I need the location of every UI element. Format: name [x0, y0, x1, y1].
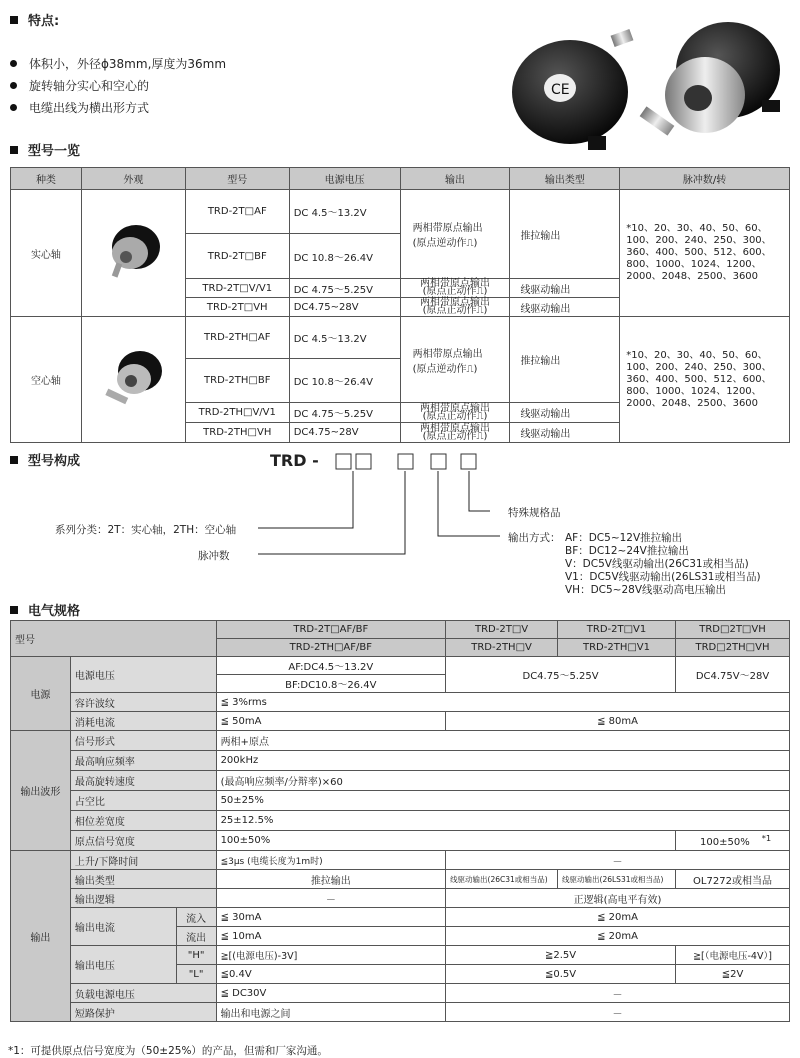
square-bullet-icon	[10, 146, 18, 154]
table-row: 空心轴 TRD-2TH□AF DC 4.5～13.2V 两相带原点输出 (原点逆动作⎍) 推拉输出 *10、20、30、40、50、60、100、200、240、250、300、360、400、500、512、600、800、1000、1024、1200、2000、2048、2500、3600	[11, 317, 790, 359]
feature-item-3: 电缆出线为横出形方式	[10, 99, 149, 116]
table-row: 消耗电流 ≦ 50mA ≦ 80mA	[11, 712, 790, 731]
table-row: 输出逻辑 － 正逻辑(高电平有效)	[11, 889, 790, 908]
table-row: 最高响应频率 200kHz	[11, 751, 790, 771]
bullet-icon	[10, 104, 17, 111]
table-row: TRD-2T□BF DC 10.8～26.4V	[11, 234, 790, 279]
square-bullet-icon	[10, 16, 18, 24]
table-row: TRD-2TH□VH DC4.75~28V 两相带原点输出 (原点正动作⎍) 线驱动输出	[11, 423, 790, 443]
table-row: 占空比 50±25%	[11, 791, 790, 811]
square-bullet-icon	[10, 606, 18, 614]
table-row: 负载电源电压 ≦ DC30V －	[11, 984, 790, 1003]
hollow-shaft-encoder-image	[81, 317, 185, 443]
bullet-icon	[10, 60, 17, 67]
table-row: "L" ≦0.4V ≦0.5V ≦2V	[11, 965, 790, 984]
table-row: 输出波形 信号形式 两相+原点	[11, 731, 790, 751]
table-row: 实心轴 TRD-2T□AF DC 4.5～13.2V 两相带原点输出 (原点逆动作⎍) 推拉输出 *10、20、30、40、50、60、100、200、240、250、300、360、400、500、512、600、800、1000、1024、1200、2000、2048、2500、3600	[11, 190, 790, 234]
bullet-icon	[10, 82, 17, 89]
table-row: 输出电压 "H" ≧[(电源电压)-3V] ≧2.5V ≧[（电源电压-4V）]	[11, 946, 790, 965]
table-row: 原点信号宽度 100±50% 100±50% $^{*1}$	[11, 831, 790, 851]
model-list-table	[10, 167, 790, 443]
composition-title: 型号构成	[10, 450, 80, 469]
table-row: TRD-2T□V/V1 DC 4.75～5.25V 两相带原点输出 (原点正动作⎍) 线驱动输出	[11, 279, 790, 298]
footnote: *1：可提供原点信号宽度为（50±25%）的产品，但需和厂家沟通。	[8, 1045, 328, 1057]
model-list-title: 型号一览	[10, 140, 80, 159]
table-row: 电源 电源电压 AF:DC4.5～13.2V DC4.75～5.25V DC4.75V～28V	[11, 657, 790, 675]
composition-prefix: TRD -	[270, 451, 319, 470]
features-title: 特点:	[10, 10, 59, 29]
table-row: TRD-2T□VH DC4.75~28V 两相带原点输出 (原点正动作⎍) 线驱动输出	[11, 298, 790, 317]
table-row: TRD-2TH□BF DC 10.8～26.4V	[11, 359, 790, 403]
table-row: 输出电流 流入 ≦ 30mA ≦ 20mA	[11, 908, 790, 927]
table-row: 最高旋转速度 (最高响应频率/分辩率)×60	[11, 771, 790, 791]
table-header-row: 种类 外观 型号 电源电压 输出 输出类型 脉冲数/转	[11, 168, 790, 190]
table-row: 短路保护 输出和电源之间 －	[11, 1003, 790, 1022]
solid-shaft-encoder-image	[81, 190, 185, 317]
table-row: 容许波纹 ≦ 3%rms	[11, 693, 790, 712]
table-row: 型号 TRD-2T□AF/BF TRD-2T□V TRD-2T□V1 TRD□2T□VH	[11, 621, 790, 639]
feature-item-1: 体积小，外径ϕ38mm,厚度为36mm	[10, 55, 226, 72]
electrical-title: 电气规格	[10, 600, 80, 619]
svg-text:CE: CE	[551, 82, 570, 98]
table-row: 流出 ≦ 10mA ≦ 20mA	[11, 927, 790, 946]
encoder-product-photo	[500, 10, 790, 160]
feature-item-2: 旋转轴分实心和空心的	[10, 77, 149, 94]
table-row: TRD-2TH□V/V1 DC 4.75～5.25V 两相带原点输出 (原点正动作⎍) 线驱动输出	[11, 403, 790, 423]
electrical-table	[10, 620, 790, 1022]
table-row: 相位差宽度 25±12.5%	[11, 811, 790, 831]
table-row: 输出类型 推拉输出 线驱动输出(26C31或相当品) 线驱动输出(26LS31或相当品) OL7272或相当品	[11, 870, 790, 889]
table-row: TRD-2TH□AF/BF TRD-2TH□V TRD-2TH□V1 TRD□2TH□VH	[11, 639, 790, 657]
table-row: 输出 上升/下降时间 ≦3μs (电缆长度为1m时) －	[11, 851, 790, 870]
table-row: BF:DC10.8～26.4V	[11, 675, 790, 693]
